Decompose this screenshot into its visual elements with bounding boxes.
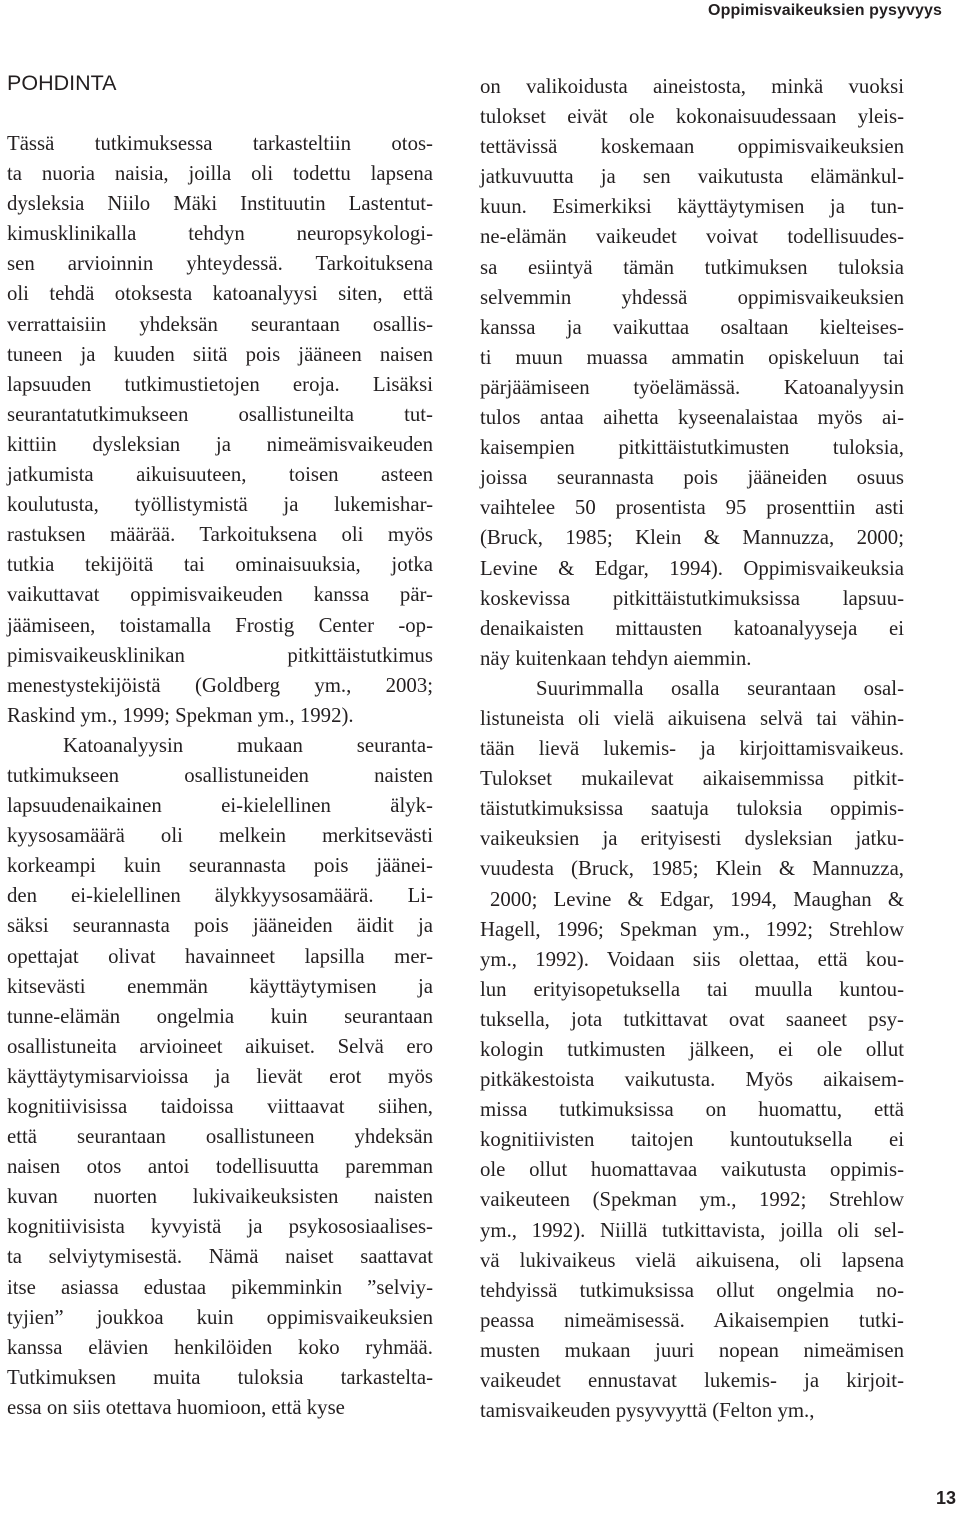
- running-header-title: Oppimisvaikeuksien pysyvyys: [708, 2, 942, 19]
- text-line: täistutkimuksissa saatuja tuloksia oppimis-: [480, 797, 904, 821]
- text-line: dysleksia Niilo Mäki Instituutin Lastentut-: [7, 192, 433, 216]
- text-line: kanssa ja vaikuttaa osaltaan kielteises-: [480, 315, 904, 339]
- text-line: korkeampi kuin seurannasta pois jäänei-: [7, 854, 433, 878]
- text-line: (Bruck, 1985; Klein & Mannuzza, 2000;: [480, 526, 904, 550]
- text-line: kanssa elävien henkilöiden koko ryhmää.: [7, 1335, 433, 1359]
- text-line: selvemmin yhdessä oppimisvaikeuksien: [480, 285, 904, 309]
- text-line: käyttäytymisarvioissa ja lievät erot myös: [7, 1064, 433, 1088]
- text-line: jäämiseen, toistamalla Frostig Center -op-: [7, 613, 433, 637]
- text-line: Hagell, 1996; Spekman ym., 1992; Strehlow: [480, 917, 904, 941]
- text-line: Tässä tutkimuksessa tarkasteltiin otos-: [7, 132, 433, 155]
- text-line: lapsuuden tutkimustietojen eroja. Lisäksi: [7, 372, 433, 396]
- text-line: vä lukivaikeus vielä aikuisena, oli lapsena: [480, 1248, 904, 1272]
- text-line: sen arvioinnin yhteydessä. Tarkoituksena: [7, 252, 433, 276]
- text-line: vaikeuteen (Spekman ym., 1992; Strehlow: [480, 1188, 904, 1212]
- text-line: kuun. Esimerkiksi käyttäytymisen ja tun-: [480, 195, 904, 219]
- text-line: verrattaisiin yhdeksän seurantaan osallis-: [7, 312, 433, 336]
- text-line: tamisvaikeuden pysyvyyttä (Felton ym.,: [480, 1399, 815, 1423]
- text-line: rastuksen määrää. Tarkoituksena oli myös: [7, 523, 433, 547]
- text-line: tyjien” joukkoa kuin oppimisvaikeuksien: [7, 1305, 433, 1329]
- text-line: 2000; Levine & Edgar, 1994, Maughan &: [490, 887, 904, 911]
- text-line: kyysosamäärä oli melkein merkitsevästi: [7, 824, 433, 848]
- text-line: koulutusta, työllistymistä ja lukemishar-: [7, 493, 433, 517]
- text-line: tutkimukseen osallistuneiden naisten: [7, 763, 433, 787]
- text-line: ym., 1992). Voidaan siis olettaa, että kou-: [480, 947, 904, 971]
- text-line: säksi seurannasta pois jääneiden äidit ja: [7, 914, 433, 938]
- text-line: vaikeuksien ja erityisesti dysleksian jatku-: [480, 827, 904, 851]
- text-line: listuneista oli vielä aikuisena selvä tai vähin-: [480, 706, 904, 730]
- text-line: tehdyissä tutkimuksissa ollut ongelmia no-: [480, 1278, 904, 1302]
- right-column-text: [480, 72, 904, 1426]
- text-line: kognitiivisista kyvyistä ja psykososiaalises-: [7, 1215, 433, 1239]
- text-line: peassa nimeämisessä. Aikaisempien tutki-: [480, 1308, 904, 1332]
- text-line: pitkäkestoista vaikutusta. Myös aikaisem-: [480, 1068, 904, 1092]
- text-line: menestystekijöistä (Goldberg ym., 2003;: [7, 673, 433, 697]
- text-line: kitsevästi enemmän käyttäytymisen ja: [7, 974, 433, 998]
- text-line: den ei-kielellinen älykkyysosamäärä. Li-: [7, 884, 433, 908]
- text-line: opettajat olivat havainneet lapsilla mer-: [7, 944, 433, 968]
- text-line: vuudesta (Bruck, 1985; Klein & Mannuzza,: [480, 857, 904, 881]
- text-line: sa esiintyä tämän tutkimuksen tuloksia: [480, 255, 904, 279]
- page-number: 13: [935, 1488, 956, 1508]
- text-line: kognitiivisissa taidoissa viittaavat siihen,: [7, 1095, 433, 1118]
- text-line: jatkuvuutta ja sen vaikutusta elämänkul-: [480, 165, 904, 189]
- text-line: lun erityisopetuksella tai muulla kuntou-: [480, 977, 904, 1001]
- text-line: essa on siis otettava huomioon, että kyse: [7, 1395, 345, 1419]
- text-line: jatkumista aikuisuuteen, toisen asteen: [7, 463, 433, 487]
- text-line: itse asiassa edustaa pikemminkin ”selviy-: [7, 1275, 433, 1299]
- text-line: naisen otos antoi todellisuutta paremman: [7, 1155, 433, 1179]
- text-line: pärjäämiseen työelämässä. Katoanalyysin: [480, 375, 904, 399]
- text-line: Tulokset mukailevat aikaisemmissa pitkit-: [480, 767, 904, 791]
- text-line: ti muun muassa ammatin opiskeluun tai: [480, 345, 904, 369]
- text-line: koskevissa pitkittäistutkimuksissa lapsuu-: [480, 586, 904, 610]
- section-heading: POHDINTA: [7, 71, 117, 95]
- text-line: ym., 1992). Niillä tutkittavista, joilla oli sel-: [480, 1218, 904, 1242]
- text-line: ne-elämän vaikeudet voivat todellisuudes-: [480, 225, 904, 249]
- text-line: lapsuudenaikainen ei-kielellinen älyk-: [7, 794, 433, 818]
- text-line: tään lievä lukemis- ja kirjoittamisvaikeus.: [480, 737, 904, 761]
- text-line: Tutkimuksen muita tuloksia tarkastelta-: [7, 1365, 433, 1389]
- text-line: kaisempien pitkittäistutkimusten tuloksia,: [480, 436, 904, 460]
- text-line: kimusklinikalla tehdyn neuropsykologi-: [7, 222, 433, 246]
- text-line: tulokset eivät ole kokonaisuudessaan yleis-: [480, 105, 904, 129]
- text-line: että seurantaan osallistuneen yhdeksän: [7, 1125, 433, 1149]
- right-column: [480, 72, 904, 1426]
- text-line: Levine & Edgar, 1994). Oppimisvaikeuksia: [480, 556, 904, 580]
- text-line: tettävissä koskemaan oppimisvaikeuksien: [480, 135, 904, 159]
- text-line: kognitiivisten taitojen kuntoutuksella ei: [480, 1128, 904, 1152]
- text-line: vaikuttavat oppimisvaikeuden kanssa pär-: [7, 583, 433, 607]
- text-line: kuvan nuorten lukivaikeuksisten naisten: [7, 1185, 433, 1209]
- text-line: seurantatutkimukseen osallistuneilta tut-: [7, 402, 433, 426]
- text-line: joissa seurannasta pois jääneiden osuus: [480, 466, 904, 490]
- text-line: vaihtelee 50 prosentista 95 prosenttiin asti: [480, 496, 904, 520]
- text-line: tulos antaa aihetta kyseenalaistaa myös ai-: [480, 406, 904, 430]
- text-line: on valikoidusta aineistosta, minkä vuoksi: [480, 75, 904, 98]
- text-line: vaikeudet ennustavat lukemis- ja kirjoit-: [480, 1369, 904, 1393]
- text-line: oli tehdä otoksesta katoanalyysi siten, että: [7, 282, 433, 306]
- text-line: ta selviytymisestä. Nämä naiset saattavat: [7, 1245, 433, 1269]
- text-line: tuneen ja kuuden siitä pois jääneen naisen: [7, 342, 433, 366]
- text-line: ta nuoria naisia, joilla oli todettu lapsena: [7, 162, 433, 186]
- text-line: Raskind ym., 1999; Spekman ym., 1992).: [7, 703, 354, 727]
- text-line: tunne-elämän ongelmia kuin seurantaan: [7, 1004, 433, 1028]
- text-line: missa tutkimuksissa on huomattu, että: [480, 1098, 904, 1122]
- left-column: [7, 68, 433, 1423]
- text-line: näy kuitenkaan tehdyn aiemmin.: [480, 646, 752, 670]
- text-line: osallistuneita arvioineet aikuiset. Selvä ero: [7, 1034, 433, 1058]
- text-line: ole ollut huomattavaa vaikutusta oppimis-: [480, 1158, 904, 1182]
- text-line: Katoanalyysin mukaan seuranta-: [63, 733, 433, 757]
- text-line: tutkia tekijöitä tai ominaisuuksia, jotka: [7, 553, 433, 577]
- text-line: tuksella, jota tutkittavat ovat saaneet psy-: [480, 1007, 904, 1031]
- text-line: Suurimmalla osalla seurantaan osal-: [536, 676, 904, 700]
- text-line: kittiin dysleksian ja nimeämisvaikeuden: [7, 432, 433, 456]
- text-line: pimisvaikeusklinikan pitkittäistutkimus: [7, 643, 433, 667]
- text-line: denaikaisten mittausten katoanalyyseja ei: [480, 616, 904, 640]
- text-line: kologin tutkimusten jälkeen, ei ole ollut: [480, 1038, 904, 1061]
- text-line: musten mukaan juuri nopean nimeämisen: [480, 1338, 904, 1362]
- left-column-text: [7, 129, 433, 1423]
